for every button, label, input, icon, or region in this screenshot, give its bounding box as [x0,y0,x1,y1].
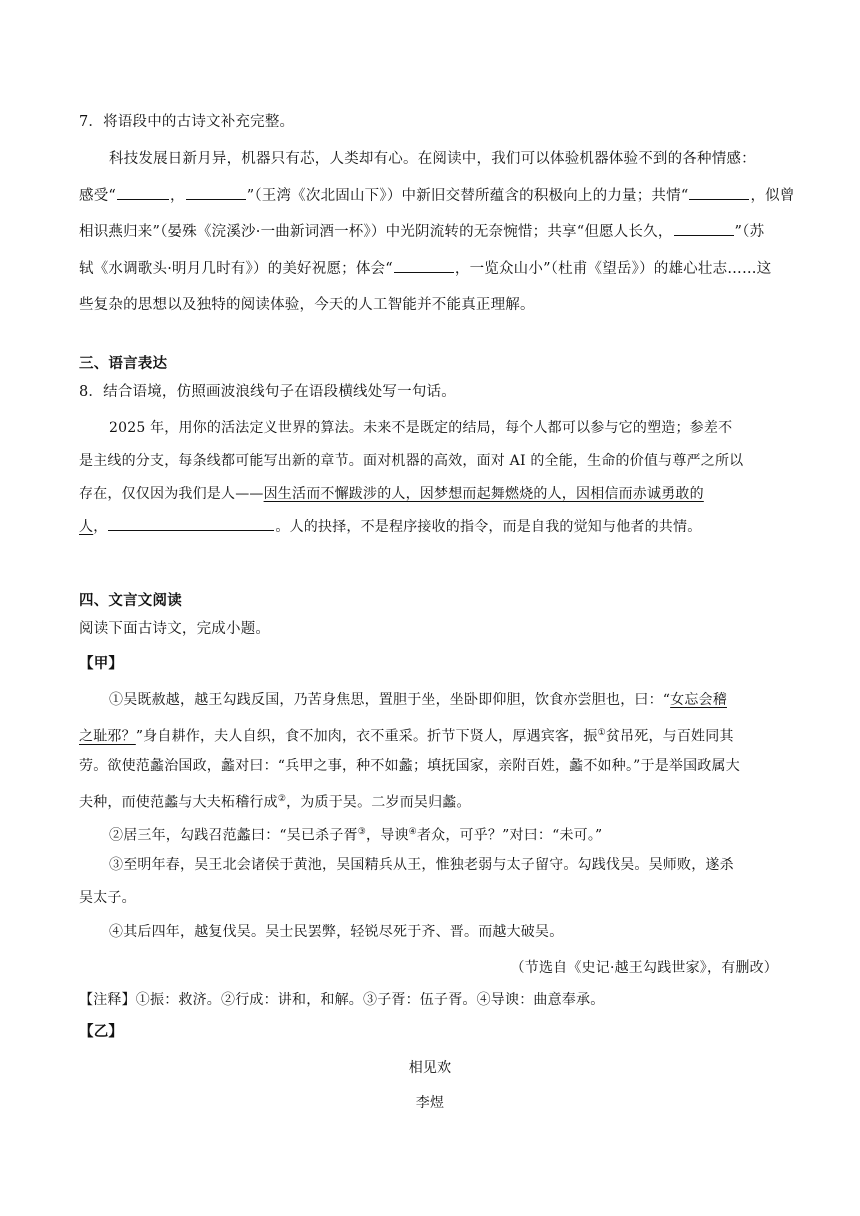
q7-line-3: 相识燕归来”（晏殊《浣溪沙·一曲新词酒一杯》）中光阴流转的无奈惋惜；共享“但愿人长久， ”（苏 [79,224,765,240]
q7-prompt: 7．将语段中的古诗文补充完整。 [79,114,295,130]
answer-blank[interactable] [394,259,454,273]
q8-line-4: 人， 。人的抉择，不是程序接收的指令，而是自我的觉知与他者的共情。 [79,519,702,535]
answer-blank[interactable] [108,517,274,531]
jia-label: 【甲】 [79,656,124,672]
annotations: 【注释】①振：救济。②行成：讲和，和解。③子胥：伍子胥。④导谀：曲意奉承。 [79,992,605,1008]
s4-prompt: 阅读下面古诗文，完成小题。 [79,621,271,637]
q8-line-2: 是主线的分支，每条线都可能写出新的章节。面对机器的高效，面对 AI 的全能，生命的价值与尊严之所以 [79,453,744,469]
poem-author: 李煜 [415,1095,445,1111]
section-3-heading: 三、语言表达 [79,356,168,372]
jia-p1-line-1: ①吴既赦越，越王勾践反国，乃苦身焦思，置胆于坐，坐卧即仰胆，饮食亦尝胆也，曰：“女忘会稽 [109,692,727,708]
jia-p1-line-3: 劳。欲使范蠡治国政，蠡对曰：“兵甲之事，种不如蠡；填抚国家，亲附百姓，蠡不如种。”于是举国政属大 [79,758,740,774]
answer-blank[interactable] [689,186,749,200]
q8-line-1: 2025 年，用你的活法定义世界的算法。未来不是既定的结局，每个人都可以参与它的塑造；参差不 [109,420,733,436]
section-4-heading: 四、文言文阅读 [79,593,182,609]
poem-title: 相见欢 [408,1060,452,1076]
q8-line-3: 存在，仅仅因为我们是人——因生活而不懈跋涉的人，因梦想而起舞燃烧的人，因相信而赤诚勇敢的 [79,486,704,502]
answer-blank[interactable] [674,222,734,236]
answer-blank[interactable] [186,186,246,200]
jia-p2: ②居三年，勾践召范蠡曰：“吴已杀子胥③，导谀④者众，可乎？”对曰：“未可。” [109,827,603,844]
q7-line-1: 科技发展日新月异，机器只有芯，人类却有心。在阅读中，我们可以体验机器体验不到的各种情感： [109,151,756,167]
jia-p3-line-2: 吴太子。 [79,890,136,906]
jia-p1-line-4: 夫种，而使范蠡与大夫柘稽行成②，为质于吴。二岁而吴归蠡。 [79,794,471,811]
q7-line-2: 感受“ ， ”（王湾《次北固山下》）中新旧交替所蕴含的积极向上的力量；共情“ ，似曾 [79,188,795,204]
jia-p3-line-1: ③至明年春，吴王北会诸侯于黄池，吴国精兵从王，惟独老弱与太子留守。勾践伐吴。吴师败，遂杀 [109,857,734,873]
jia-p1-line-2: 之耻邪？”身自耕作，夫人自织，食不加肉，衣不重采。折节下贤人，厚遇宾客，振①贫吊死，与百姓同其 [79,728,734,745]
q7-line-5: 些复杂的思想以及独特的阅读体验，今天的人工智能并不能真正理解。 [79,297,535,313]
source-citation: （节选自《史记·越王勾践世家》，有删改） [510,960,778,976]
answer-blank[interactable] [117,186,169,200]
jia-p4: ④其后四年，越复伐吴。吴士民罢弊，轻锐尽死于齐、晋。而越大破吴。 [109,924,564,940]
q7-line-4: 轼《水调歌头·明月几时有》）的美好祝愿；体会“ ，一览众山小”（杜甫《望岳》）的雄心壮志……这 [79,261,772,277]
yi-label: 【乙】 [79,1024,124,1040]
wavy-underlined-sentence: 因生活而不懈跋涉的人，因梦想而起舞燃烧的人，因相信而赤诚勇敢的 [263,486,704,502]
q8-prompt: 8．结合语境，仿照画波浪线句子在语段横线处写一句话。 [79,384,456,400]
